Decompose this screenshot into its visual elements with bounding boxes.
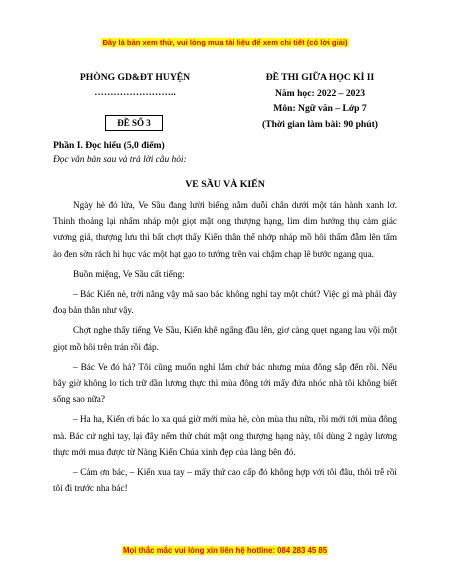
story-paragraph: – Bác Kiến nè, trời nắng vậy mà sao bác không nghỉ tay một chút? Việc gì mà phải đày đoạ bản thân như vậy. [53, 289, 397, 316]
exam-title: ĐỀ THI GIỮA HỌC KÌ II [265, 72, 375, 83]
story-title: VE SẦU VÀ KIẾN [185, 179, 265, 190]
hotline-banner [0, 546, 450, 555]
story-paragraph: – Ha ha, Kiến ơi bác lo xa quá giờ mới mùa hè, còn mùa thu nữa, rồi mới tới mùa đông mà. Bác cứ nghỉ tay, lại đây nếm thử chút mật ong thượng hạng này, tôi dùng 2 ngày lương thực mới mua được từ Nàng Kiến Chúa xinh đẹp của làng bên đó. [53, 414, 397, 457]
preview-notice-banner [0, 38, 450, 47]
story-body [53, 197, 397, 500]
story-paragraph: Buồn miệng, Ve Sầu cất tiếng: [73, 268, 185, 279]
preview-notice-text: Đây là bản xem thử, vui lòng mua tài liệu để xem chi tiết (có lời giải) [102, 38, 348, 47]
exam-code-box: ĐỀ SỐ 3 [105, 115, 163, 131]
department-name: PHÒNG GD&ĐT HUYỆN [79, 72, 191, 83]
district-blank: …………………….. [94, 87, 176, 98]
story-paragraph: Chợt nghe thấy tiếng Ve Sầu, Kiến khẽ ngẩng đầu lên, giơ càng quẹt ngang lau vội một giọt mồ hôi trên trán rồi đáp. [53, 325, 397, 352]
hotline-text: Mọi thắc mắc vui lòng xin liên hệ hotline: 084 283 45 85 [122, 546, 328, 555]
instruction: Đọc văn bản sau và trả lời câu hỏi: [53, 155, 187, 165]
time-limit: (Thời gian làm bài: 90 phút) [262, 118, 378, 130]
story-paragraph: – Cảm ơn bác, – Kiến xua tay – mấy thứ cao cấp đó không hợp với tôi đâu, thôi trễ rồi tôi đi trước nha bác! [53, 467, 397, 494]
school-year: Năm học: 2022 – 2023 [274, 87, 366, 99]
story-paragraph: Ngày hè đỏ lửa, Ve Sầu đang lười biếng nằm duỗi chân dưới một tán hành xanh lơ. Thỉnh thoảng lại nhấm nháp một giọt mật ong thượng hạng, lim dim hưởng thụ cảm giác vương giả, thượng lưu thì bất chợt thấy Kiến thân thể nhớp nháp mồ hôi thấm đẫm lên tấm áo đen sờn rách hì hục vác một hạt gạo to tướng trên vai chậm chạp lê bước ngang qua. [53, 200, 397, 259]
story-paragraph: – Bác Ve đó hả? Tôi cũng muốn nghỉ lắm chứ bác nhưng mùa đông sắp đến rồi. Nếu bây giờ không lo tích trữ dần lương thực thì mùa đông tới mấy đứa nhóc nhà tôi không biết sống sao nữa? [53, 361, 397, 405]
subject-line: Môn: Ngữ văn – Lớp 7 [273, 103, 367, 114]
part-title: Phần I. Đọc hiểu (5,0 điểm) [53, 140, 165, 151]
header-left [70, 70, 200, 100]
header-right [245, 70, 395, 132]
